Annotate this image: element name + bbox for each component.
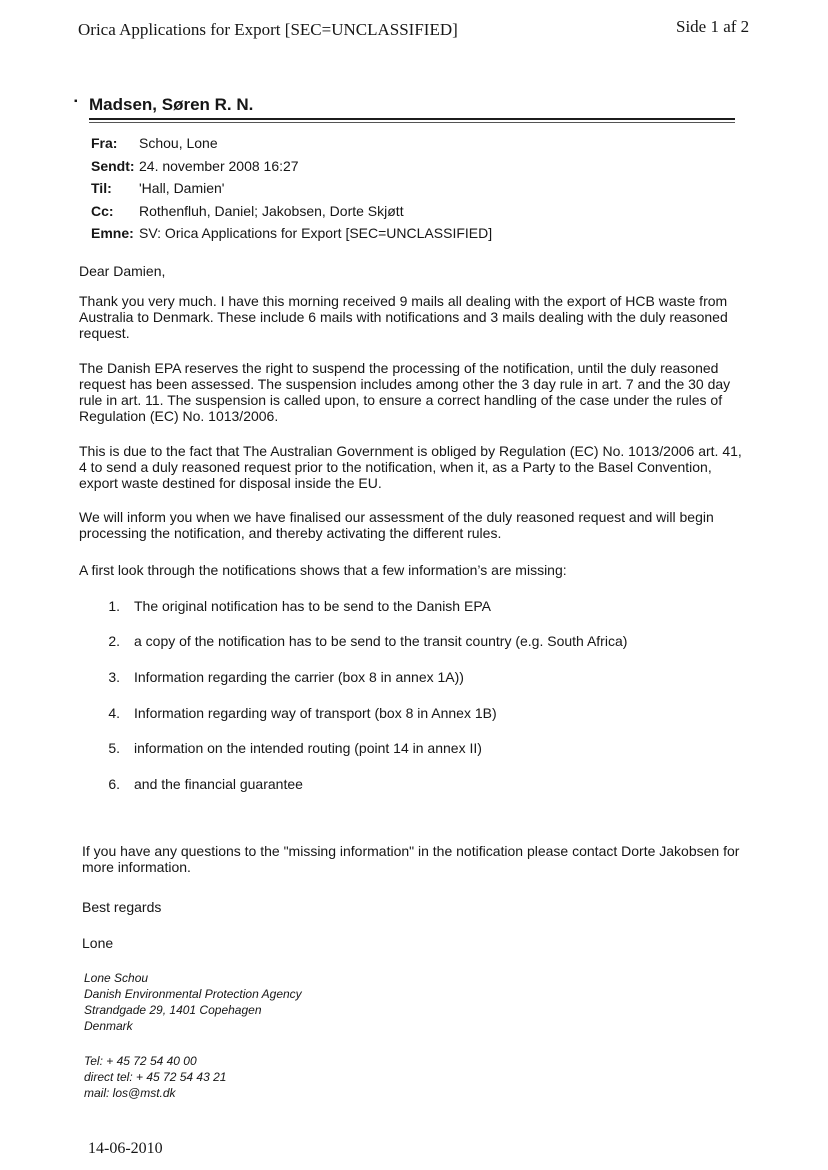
signature-mail: mail: los@mst.dk	[84, 1086, 176, 1100]
subject-label: Emne:	[91, 225, 134, 241]
list-item-number: 4.	[108, 705, 120, 721]
document-header-title: Orica Applications for Export [SEC=UNCLASSIFIED]	[78, 20, 458, 39]
mailbox-owner-name: Madsen, Søren R. N.	[89, 95, 254, 114]
list-item: and the financial guarantee	[134, 776, 303, 792]
cc-label: Cc:	[91, 203, 114, 219]
list-item-number: 2.	[108, 633, 120, 649]
footer-date: 14-06-2010	[88, 1140, 163, 1157]
from-value: Schou, Lone	[139, 135, 218, 151]
list-item: Information regarding way of transport (box 8 in Annex 1B)	[134, 705, 497, 721]
closing: Best regards	[82, 899, 162, 915]
greeting: Dear Damien,	[79, 263, 166, 279]
signature-tel: Tel: + 45 72 54 40 00	[84, 1054, 197, 1068]
signature-direct-tel: direct tel: + 45 72 54 43 21	[84, 1070, 227, 1084]
cc-value: Rothenfluh, Daniel; Jakobsen, Dorte Skjøtt	[139, 203, 404, 219]
sent-label: Sendt:	[91, 158, 135, 174]
page-number: Side 1 af 2	[676, 17, 750, 36]
paragraph-3: This is due to the fact that The Australian Government is obliged by Regulation (EC) No. 1013/2006 art. 41, 4 to send a duly reasoned request prior to the notification, when it, as a Party to the Basel Convention, export waste destined for disposal inside the EU.	[79, 443, 742, 491]
to-label: Til:	[91, 180, 112, 196]
header-divider-thin	[89, 122, 735, 123]
list-item: Information regarding the carrier (box 8 in annex 1A))	[134, 669, 464, 685]
to-value: 'Hall, Damien'	[139, 180, 225, 196]
sender-first-name: Lone	[82, 935, 114, 951]
paragraph-5: A first look through the notifications shows that a few information’s are missing:	[79, 562, 567, 578]
list-item-number: 6.	[108, 776, 120, 792]
list-item: The original notification has to be send to the Danish EPA	[134, 598, 491, 614]
from-label: Fra:	[91, 135, 118, 151]
signature-country: Denmark	[84, 1019, 133, 1033]
header-divider	[89, 118, 735, 120]
list-item-number: 1.	[108, 598, 120, 614]
paragraph-1: Thank you very much. I have this morning received 9 mails all dealing with the export of HCB waste from Australia to Denmark. These include 6 mails with notifications and 3 mails dealing with the duly reasoned request.	[79, 293, 728, 341]
list-item-number: 3.	[108, 669, 120, 685]
list-item: information on the intended routing (point 14 in annex II)	[134, 740, 482, 756]
signature-organization: Danish Environmental Protection Agency	[84, 987, 302, 1001]
paragraph-2: The Danish EPA reserves the right to suspend the processing of the notification, until the duly reasoned request has been assessed. The suspension includes among other the 3 day rule in art. 7 and the 30 day rule in art. 11. The suspension is called upon, to ensure a correct handling of the case under the rules of Regulation (EC) No. 1013/2006.	[79, 360, 731, 424]
signature-name: Lone Schou	[84, 971, 149, 985]
list-item: a copy of the notification has to be send to the transit country (e.g. South Africa)	[134, 633, 628, 649]
paragraph-6: If you have any questions to the "missing information" in the notification please contact Dorte Jakobsen for more information.	[82, 843, 740, 875]
bullet-icon: ▪	[74, 96, 78, 107]
list-item-number: 5.	[108, 740, 120, 756]
sent-value: 24. november 2008 16:27	[139, 158, 299, 174]
paragraph-4: We will inform you when we have finalised our assessment of the duly reasoned request and will begin processing the notification, and thereby activating the different rules.	[79, 509, 714, 541]
subject-value: SV: Orica Applications for Export [SEC=UNCLASSIFIED]	[139, 225, 493, 241]
signature-address: Strandgade 29, 1401 Copehagen	[84, 1003, 262, 1017]
